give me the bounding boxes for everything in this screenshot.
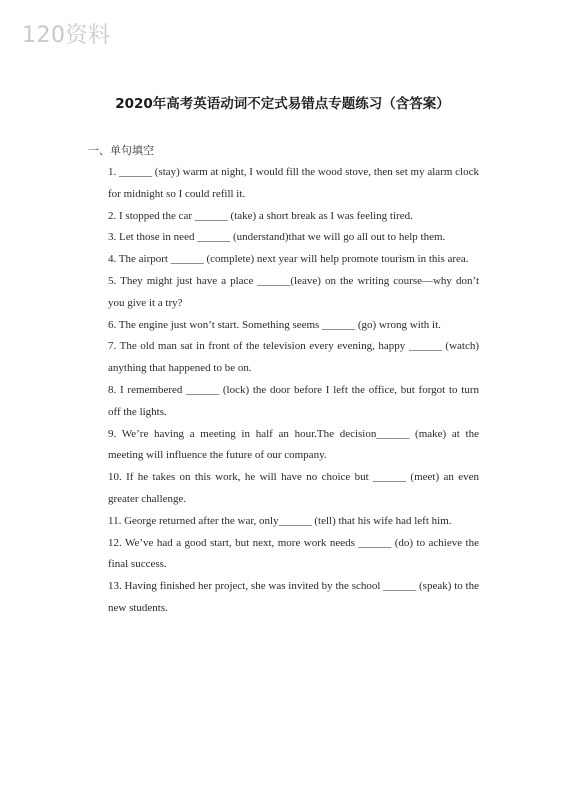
question-item: 7. The old man sat in front of the television every evening, happy ______ (watch) anything that happened to be on. [108, 340, 479, 375]
question-item: 5. They might just have a place ______(leave) on the writing course—why don’t you give it a try? [108, 274, 479, 309]
question-item: 3. Let those in need ______ (understand)that we will go all out to help them. [108, 231, 446, 244]
question-item: 6. The engine just won’t start. Something seems ______ (go) wrong with it. [108, 318, 441, 331]
question-item: 10. If he takes on this work, he will have no choice but ______ (meet) an even greater challenge. [108, 471, 479, 505]
page-title: 2020年高考英语动词不定式易错点专题练习（含答案） [115, 96, 450, 112]
question-item: 2. I stopped the car ______ (take) a short break as I was feeling tired. [108, 209, 413, 222]
question-item: 13. Having finished her project, she was invited by the school ______ (speak) to the new students. [108, 580, 479, 614]
watermark: 120资料 [22, 23, 111, 48]
section-heading: 一、单句填空 [88, 144, 154, 157]
question-list [108, 162, 479, 620]
question-item: 11. George returned after the war, only______ (tell) that his wife had left him. [108, 514, 452, 527]
question-item: 8. I remembered ______ (lock) the door before I left the office, but forgot to turn off the lights. [108, 383, 479, 418]
question-item: 1. ______ (stay) warm at night, I would fill the wood stove, then set my alarm clock for midnight so I could refill it. [108, 166, 479, 200]
question-item: 9. We’re having a meeting in half an hour.The decision______ (make) at the meeting will influence the future of our company. [108, 427, 479, 462]
question-item: 4. The airport ______ (complete) next year will help promote tourism in this area. [108, 253, 469, 266]
question-item: 12. We’ve had a good start, but next, more work needs ______ (do) to achieve the final success. [108, 536, 479, 571]
